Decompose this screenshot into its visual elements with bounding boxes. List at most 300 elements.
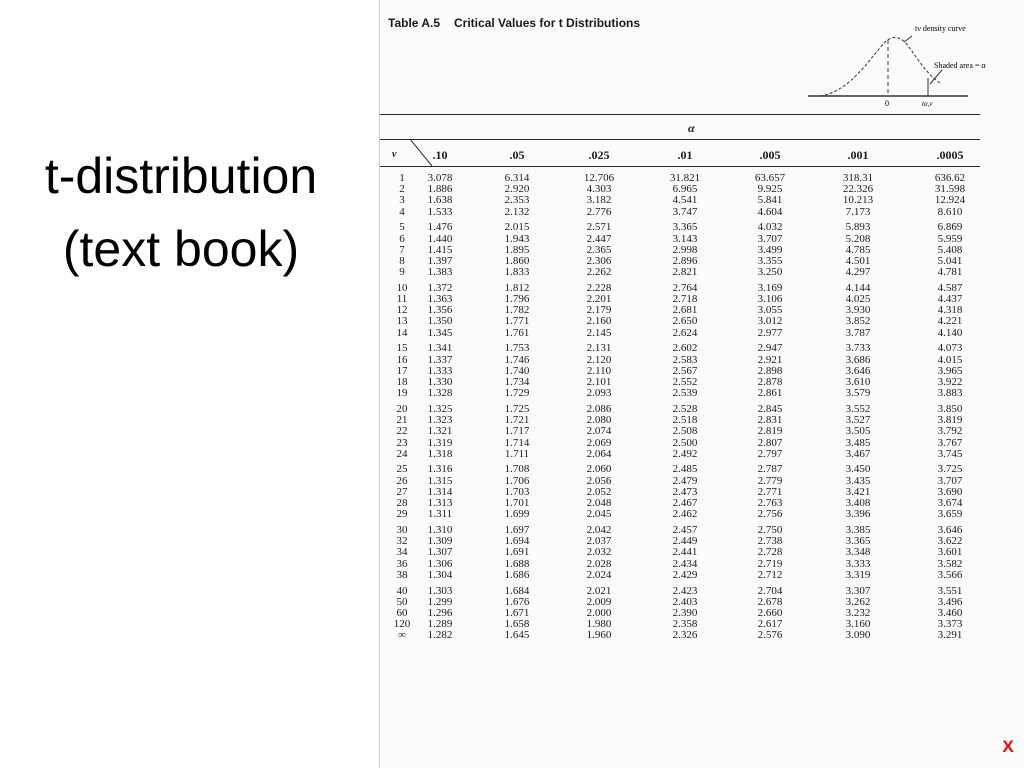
critical-value-cell: 1.703 — [504, 485, 530, 498]
critical-value-cell: 1.350 — [427, 315, 453, 328]
table-row — [380, 328, 1024, 339]
df-cell: 24 — [396, 447, 408, 460]
critical-value-cell: 2.365 — [586, 243, 612, 256]
df-cell: 3 — [399, 194, 405, 207]
critical-value-cell: 3.792 — [937, 425, 963, 438]
critical-value-cell: 2.462 — [672, 508, 698, 521]
alpha-header: .01 — [677, 148, 693, 162]
critical-value-cell: 2.080 — [586, 414, 612, 427]
critical-value-cell: 1.356 — [427, 304, 453, 317]
critical-value-cell: 3.674 — [937, 497, 963, 510]
critical-value-cell: 1.686 — [504, 568, 530, 581]
critical-value-cell: 1.699 — [504, 508, 530, 521]
critical-value-cell: 2.528 — [672, 402, 698, 415]
critical-value-cell: 4.144 — [845, 281, 871, 294]
rule-top — [380, 114, 980, 115]
critical-value-cell: 2.624 — [672, 326, 698, 339]
critical-value-cell: 2.764 — [672, 281, 698, 294]
critical-value-cell: 2.048 — [586, 497, 612, 510]
rule-alpha — [380, 139, 980, 140]
critical-value-cell: 1.533 — [427, 205, 453, 218]
density-curve-figure — [800, 18, 1024, 118]
critical-value-cell: 1.333 — [427, 364, 453, 377]
critical-value-cell: 2.728 — [757, 546, 783, 559]
critical-value-cell: 1.721 — [504, 414, 530, 427]
table-row — [380, 234, 1024, 245]
critical-value-cell: 1.746 — [504, 353, 530, 366]
critical-value-cell: 3.733 — [845, 342, 871, 355]
critical-value-cell: 2.998 — [672, 243, 698, 256]
df-cell: 9 — [399, 266, 405, 279]
critical-value-cell: 2.719 — [757, 557, 783, 570]
critical-value-cell: 4.221 — [937, 315, 963, 328]
critical-value-cell: 2.821 — [672, 266, 698, 279]
table-row — [380, 438, 1024, 449]
critical-value-cell: 3.922 — [937, 375, 963, 388]
df-cell: 34 — [396, 546, 408, 559]
critical-value-cell: 5.041 — [937, 254, 963, 267]
critical-value-cell: 2.787 — [757, 463, 783, 476]
critical-value-cell: 31.821 — [669, 172, 701, 184]
critical-value-cell: 2.576 — [757, 629, 783, 642]
critical-value-cell: 1.328 — [427, 387, 453, 400]
critical-value-cell: 2.660 — [757, 606, 783, 619]
df-cell: 2 — [399, 183, 405, 196]
critical-value-cell: 3.646 — [937, 524, 963, 536]
critical-values-table — [380, 173, 1024, 641]
table-row — [380, 487, 1024, 498]
critical-value-cell: 2.132 — [504, 205, 530, 218]
critical-value-cell: 2.977 — [757, 326, 783, 339]
critical-value-cell: 2.032 — [586, 546, 612, 559]
critical-value-cell: 2.326 — [672, 629, 698, 642]
critical-value-cell: 2.009 — [586, 595, 612, 608]
df-cell: 19 — [396, 387, 408, 400]
critical-value-cell: 3.527 — [845, 414, 871, 427]
critical-value-cell: 2.583 — [672, 353, 698, 366]
df-cell: 30 — [396, 524, 408, 536]
critical-value-cell: 2.434 — [672, 557, 698, 570]
critical-value-cell: 3.552 — [845, 402, 871, 415]
table-row — [380, 245, 1024, 256]
critical-value-cell: 4.318 — [937, 304, 963, 317]
df-cell: 15 — [396, 342, 408, 355]
table-row — [380, 426, 1024, 437]
critical-value-cell: 2.861 — [757, 387, 783, 400]
critical-value-cell: 1.341 — [427, 342, 453, 355]
critical-value-cell: 2.750 — [757, 524, 783, 536]
critical-value-cell: 4.501 — [845, 254, 871, 267]
critical-value-cell: 6.965 — [672, 183, 698, 196]
critical-value-cell: 3.745 — [937, 447, 963, 460]
critical-value-cell: 2.776 — [586, 205, 612, 218]
table-row — [380, 449, 1024, 460]
critical-value-cell: 1.345 — [427, 326, 453, 339]
critical-value-cell: 4.015 — [937, 353, 963, 366]
critical-value-cell: 2.473 — [672, 485, 698, 498]
df-cell: 25 — [396, 463, 408, 476]
critical-value-cell: 2.060 — [586, 463, 612, 476]
table-row — [380, 388, 1024, 399]
alpha-header: .025 — [588, 148, 610, 162]
critical-value-cell: 1.711 — [504, 447, 530, 460]
table-row — [380, 305, 1024, 316]
table-row — [380, 415, 1024, 426]
critical-value-cell: 1.701 — [504, 497, 530, 510]
critical-value-cell: 4.541 — [672, 194, 698, 207]
critical-value-cell: 2.704 — [757, 584, 783, 597]
critical-value-cell: 3.690 — [937, 485, 963, 498]
alpha-header: .001 — [847, 148, 869, 162]
critical-value-cell: 4.303 — [586, 183, 612, 196]
critical-value-cell: 1.833 — [504, 266, 530, 279]
critical-value-cell: 2.567 — [672, 364, 698, 377]
critical-value-cell: 6.869 — [937, 221, 963, 234]
critical-value-cell: 1.289 — [427, 618, 453, 631]
df-cell: 4 — [399, 205, 405, 218]
table-row — [380, 559, 1024, 570]
critical-value-cell: 3.365 — [845, 535, 871, 548]
critical-value-cell: 2.120 — [586, 353, 612, 366]
critical-value-cell: 2.052 — [586, 485, 612, 498]
critical-value-cell: 3.930 — [845, 304, 871, 317]
nu-heading: ν — [392, 149, 397, 160]
table-row — [380, 316, 1024, 327]
critical-value-cell: 2.457 — [672, 524, 698, 536]
critical-value-cell: 1.753 — [504, 342, 530, 355]
critical-value-cell: 4.073 — [937, 342, 963, 355]
df-cell: 12 — [396, 304, 408, 317]
critical-value-cell: 1.676 — [504, 595, 530, 608]
close-button[interactable]: X — [1002, 737, 1014, 756]
critical-value-cell: 2.069 — [586, 436, 612, 449]
shaded-area-label: Shaded area = α — [934, 61, 986, 70]
slide-title-line-2: (text book) — [62, 221, 300, 277]
critical-value-cell: 3.467 — [845, 447, 871, 460]
slide-title — [0, 140, 362, 286]
critical-value-cell: 3.622 — [937, 535, 963, 548]
df-cell: 18 — [396, 375, 408, 388]
critical-value-cell: 1.313 — [427, 497, 453, 510]
critical-value-cell: 2.306 — [586, 254, 612, 267]
critical-value-cell: 636.62 — [934, 172, 966, 184]
critical-value-cell: 2.492 — [672, 447, 698, 460]
critical-value-cell: 3.646 — [845, 364, 871, 377]
critical-value-cell: 2.756 — [757, 508, 783, 521]
critical-value-cell: 3.232 — [845, 606, 871, 619]
critical-value-cell: 2.101 — [586, 375, 612, 388]
slide-title-line-1: t-distribution — [44, 148, 318, 204]
critical-value-cell: 1.725 — [504, 402, 530, 415]
critical-value-cell: 1.337 — [427, 353, 453, 366]
critical-value-cell: 2.797 — [757, 447, 783, 460]
df-cell: 5 — [399, 221, 405, 234]
critical-value-cell: 4.297 — [845, 266, 871, 279]
table-row — [380, 207, 1024, 218]
table-row — [380, 608, 1024, 619]
critical-value-cell: 3.355 — [757, 254, 783, 267]
table-row — [380, 222, 1024, 233]
critical-value-cell: 2.024 — [586, 568, 612, 581]
critical-value-cell: 3.707 — [757, 232, 783, 245]
critical-value-cell: 3.725 — [937, 463, 963, 476]
alpha-header: .05 — [509, 148, 525, 162]
critical-value-cell: 2.485 — [672, 463, 698, 476]
critical-value-cell: 3.365 — [672, 221, 698, 234]
critical-value-cell: 2.539 — [672, 387, 698, 400]
critical-value-cell: 1.782 — [504, 304, 530, 317]
critical-value-cell: 1.796 — [504, 293, 530, 306]
table-row — [380, 586, 1024, 597]
critical-value-cell: 1.688 — [504, 557, 530, 570]
critical-value-cell: 2.021 — [586, 584, 612, 597]
critical-value-cell: 1.684 — [504, 584, 530, 597]
alpha-header: .005 — [759, 148, 781, 162]
critical-value-cell: 2.160 — [586, 315, 612, 328]
critical-value-cell: 2.898 — [757, 364, 783, 377]
table-row — [380, 547, 1024, 558]
critical-value-cell: 2.845 — [757, 402, 783, 415]
critical-value-cell: 1.310 — [427, 524, 453, 536]
critical-value-cell: 2.390 — [672, 606, 698, 619]
critical-value-cell: 2.518 — [672, 414, 698, 427]
df-cell: 1 — [399, 172, 405, 184]
critical-value-cell: 2.508 — [672, 425, 698, 438]
critical-value-cell: 3.078 — [427, 172, 453, 184]
df-cell: 8 — [399, 254, 405, 267]
df-cell: ∞ — [398, 629, 406, 642]
table-row — [380, 355, 1024, 366]
critical-value-cell: 3.396 — [845, 508, 871, 521]
critical-value-cell: 4.032 — [757, 221, 783, 234]
t-critical-label: tα,ν — [922, 100, 933, 108]
critical-value-cell: 4.025 — [845, 293, 871, 306]
critical-value-cell: 1.671 — [504, 606, 530, 619]
zero-label: 0 — [885, 99, 889, 108]
critical-value-cell: 1.282 — [427, 629, 453, 642]
critical-value-cell: 3.610 — [845, 375, 871, 388]
df-cell: 60 — [396, 606, 408, 619]
critical-value-cell: 3.169 — [757, 281, 783, 294]
critical-value-cell: 1.440 — [427, 232, 453, 245]
critical-value-cell: 1.330 — [427, 375, 453, 388]
critical-value-cell: 3.106 — [757, 293, 783, 306]
critical-value-cell: 1.318 — [427, 447, 453, 460]
df-cell: 10 — [396, 281, 408, 294]
table-row — [380, 294, 1024, 305]
critical-value-cell: 1.321 — [427, 425, 453, 438]
df-cell: 21 — [396, 414, 408, 427]
alpha-header: .10 — [432, 148, 448, 162]
critical-value-cell: 1.415 — [427, 243, 453, 256]
t-table-scan — [379, 0, 1024, 768]
critical-value-cell: 1.306 — [427, 557, 453, 570]
critical-value-cell: 3.601 — [937, 546, 963, 559]
table-row — [380, 343, 1024, 354]
table-row — [380, 464, 1024, 475]
df-cell: 17 — [396, 364, 408, 377]
critical-value-cell: 2.878 — [757, 375, 783, 388]
critical-value-cell: 1.658 — [504, 618, 530, 631]
critical-value-cell: 12.924 — [934, 194, 966, 207]
critical-value-cell: 1.771 — [504, 315, 530, 328]
critical-value-cell: 1.960 — [586, 629, 612, 642]
critical-value-cell: 3.551 — [937, 584, 963, 597]
critical-value-cell: 2.423 — [672, 584, 698, 597]
critical-value-cell: 2.441 — [672, 546, 698, 559]
critical-value-cell: 2.920 — [504, 183, 530, 196]
df-cell: 20 — [396, 402, 408, 415]
critical-value-cell: 3.787 — [845, 326, 871, 339]
critical-value-cell: 3.307 — [845, 584, 871, 597]
critical-value-cell: 1.311 — [427, 508, 453, 521]
critical-value-cell: 63.657 — [754, 172, 786, 184]
critical-value-cell: 2.262 — [586, 266, 612, 279]
df-cell: 26 — [396, 474, 408, 487]
table-row — [380, 173, 1024, 184]
critical-value-cell: 4.781 — [937, 266, 963, 279]
critical-value-cell: 3.566 — [937, 568, 963, 581]
table-row — [380, 366, 1024, 377]
df-cell: 50 — [396, 595, 408, 608]
df-cell: 38 — [396, 568, 408, 581]
critical-value-cell: 1.717 — [504, 425, 530, 438]
critical-value-cell: 1.694 — [504, 535, 530, 548]
critical-value-cell: 2.779 — [757, 474, 783, 487]
critical-value-cell: 3.767 — [937, 436, 963, 449]
critical-value-cell: 1.697 — [504, 524, 530, 536]
critical-value-cell: 1.691 — [504, 546, 530, 559]
critical-value-cell: 2.086 — [586, 402, 612, 415]
critical-value-cell: 2.110 — [586, 364, 612, 377]
table-row — [380, 267, 1024, 278]
critical-value-cell: 9.925 — [757, 183, 783, 196]
critical-value-cell: 3.819 — [937, 414, 963, 427]
critical-value-cell: 5.893 — [845, 221, 871, 234]
table-row — [380, 570, 1024, 581]
critical-value-cell: 1.303 — [427, 584, 453, 597]
critical-value-cell: 3.160 — [845, 618, 871, 631]
critical-value-cell: 3.319 — [845, 568, 871, 581]
table-row — [380, 256, 1024, 267]
critical-value-cell: 3.291 — [937, 629, 963, 642]
critical-value-cell: 3.686 — [845, 353, 871, 366]
critical-value-cell: 2.552 — [672, 375, 698, 388]
critical-value-cell: 2.602 — [672, 342, 698, 355]
critical-value-cell: 3.373 — [937, 618, 963, 631]
curve-pointer — [904, 36, 912, 42]
table-caption — [388, 16, 640, 30]
critical-value-cell: 2.131 — [586, 342, 612, 355]
critical-value-cell: 2.479 — [672, 474, 698, 487]
critical-value-cell: 4.437 — [937, 293, 963, 306]
critical-value-cell: 2.429 — [672, 568, 698, 581]
df-cell: 120 — [393, 618, 411, 631]
table-row — [380, 509, 1024, 520]
critical-value-cell: 1.307 — [427, 546, 453, 559]
critical-value-cell: 2.201 — [586, 293, 612, 306]
critical-value-cell: 2.617 — [757, 618, 783, 631]
critical-value-cell: 2.681 — [672, 304, 698, 317]
critical-value-cell: 1.812 — [504, 281, 530, 294]
critical-value-cell: 2.921 — [757, 353, 783, 366]
critical-value-cell: 3.852 — [845, 315, 871, 328]
critical-value-cell: 3.883 — [937, 387, 963, 400]
critical-value-cell: 1.299 — [427, 595, 453, 608]
critical-value-cell: 4.604 — [757, 205, 783, 218]
df-cell: 40 — [396, 584, 408, 597]
table-label: Table A.5 — [388, 16, 441, 30]
critical-value-cell: 3.090 — [845, 629, 871, 642]
critical-value-cell: 3.385 — [845, 524, 871, 536]
critical-value-cell: 22.326 — [842, 183, 874, 196]
table-row — [380, 195, 1024, 206]
critical-value-cell: 318.31 — [842, 172, 874, 184]
df-cell: 28 — [396, 497, 408, 510]
critical-value-cell: 2.228 — [586, 281, 612, 294]
df-cell: 11 — [396, 293, 408, 306]
critical-value-cell: 1.304 — [427, 568, 453, 581]
critical-value-cell: 3.012 — [757, 315, 783, 328]
critical-value-cell: 2.771 — [757, 485, 783, 498]
table-row — [380, 619, 1024, 630]
critical-value-cell: 8.610 — [937, 205, 963, 218]
alpha-header: .0005 — [936, 148, 964, 162]
critical-value-cell: 2.678 — [757, 595, 783, 608]
critical-value-cell: 2.738 — [757, 535, 783, 548]
critical-value-cell: 4.785 — [845, 243, 871, 256]
critical-value-cell: 3.143 — [672, 232, 698, 245]
critical-value-cell: 2.403 — [672, 595, 698, 608]
critical-value-cell: 3.747 — [672, 205, 698, 218]
critical-value-cell: 5.841 — [757, 194, 783, 207]
critical-value-cell: 2.763 — [757, 497, 783, 510]
table-row — [380, 283, 1024, 294]
critical-value-cell: 1.476 — [427, 221, 453, 234]
critical-value-cell: 3.582 — [937, 557, 963, 570]
critical-value-cell: 1.316 — [427, 463, 453, 476]
df-cell: 13 — [396, 315, 408, 328]
critical-value-cell: 3.262 — [845, 595, 871, 608]
critical-value-cell: 1.980 — [586, 618, 612, 631]
critical-value-cell: 2.028 — [586, 557, 612, 570]
critical-value-cell: 3.250 — [757, 266, 783, 279]
critical-value-cell: 2.831 — [757, 414, 783, 427]
alpha-heading: α — [688, 121, 695, 135]
critical-value-cell: 1.706 — [504, 474, 530, 487]
critical-value-cell: 5.959 — [937, 232, 963, 245]
critical-value-cell: 3.460 — [937, 606, 963, 619]
critical-value-cell: 1.314 — [427, 485, 453, 498]
critical-value-cell: 5.208 — [845, 232, 871, 245]
critical-value-cell: 1.363 — [427, 293, 453, 306]
critical-value-cell: 2.179 — [586, 304, 612, 317]
critical-value-cell: 2.718 — [672, 293, 698, 306]
table-row — [380, 184, 1024, 195]
shaded-pointer — [930, 70, 942, 84]
critical-value-cell: 4.587 — [937, 281, 963, 294]
critical-value-cell: 6.314 — [504, 172, 530, 184]
critical-value-cell: 1.860 — [504, 254, 530, 267]
critical-value-cell: 10.213 — [842, 194, 874, 207]
critical-value-cell: 2.042 — [586, 524, 612, 536]
critical-value-cell: 1.734 — [504, 375, 530, 388]
critical-value-cell: 2.353 — [504, 194, 530, 207]
critical-value-cell: 1.740 — [504, 364, 530, 377]
critical-value-cell: 1.645 — [504, 629, 530, 642]
table-row — [380, 536, 1024, 547]
df-cell: 6 — [399, 232, 405, 245]
